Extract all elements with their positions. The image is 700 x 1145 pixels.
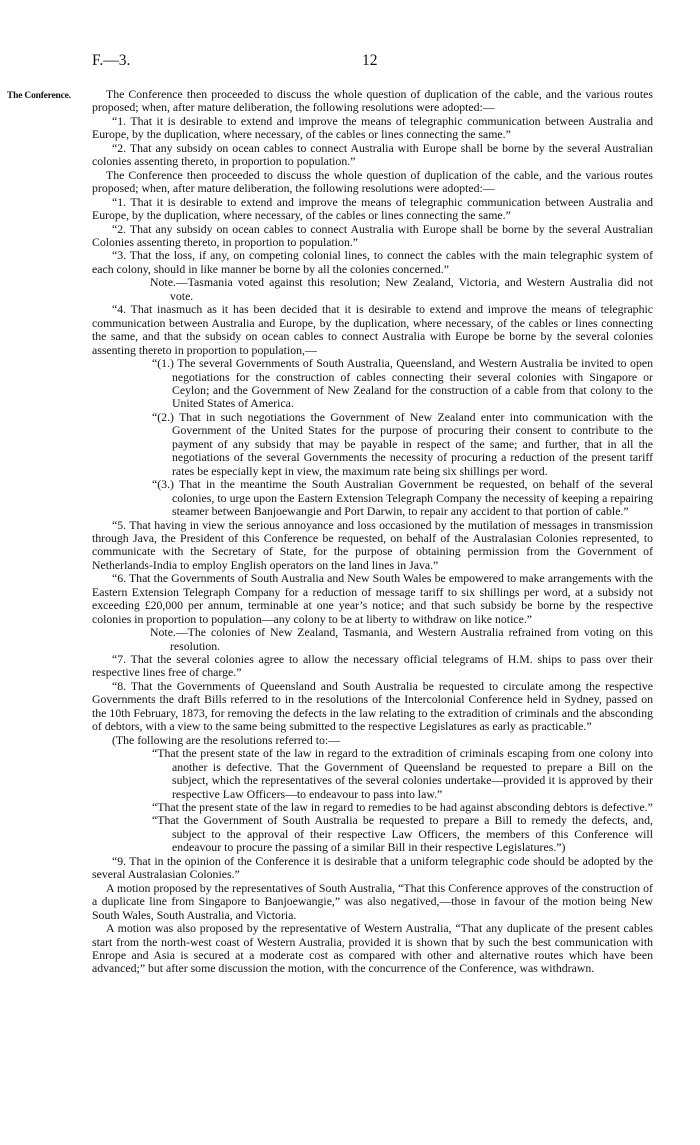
sub-resolution: “(2.) That in such negotiations the Government of New Zealand enter into communication with the Government of the United States for the purpose of procuring their consent to contribute to the payment of any subsidy that may be payable in respect of the same; and further, that in all the negotiations of the several Governments the necessity of procuring a reduction of the present tariff rates be especially kept in view, the maximum rate being six shillings per word. xyxy=(152,409,653,478)
vote-note: Note.—The colonies of New Zealand, Tasmania, and Western Australia refrained from voting on this resolution. xyxy=(150,625,653,653)
referenced-resolution: “That the Government of South Australia be requested to prepare a Bill to remedy the defects, and, subject to the approval of their respective Law Officers, the members of this Conference will endeavour to procure the passing of a similar Bill in their respective Legislatures.”) xyxy=(152,813,653,855)
paragraph: A motion proposed by the representatives of South Australia, “That this Conference approves of the construction of a duplicate line from Singapore to Banjoewangie,” was also negatived,—those in favour of the motion being New South Wales, South Australia, and Victoria. xyxy=(92,880,653,922)
resolution: “9. That in the opinion of the Conference it is desirable that a uniform telegraphic code should be adopted by the several Australasian Colonies.” xyxy=(92,853,653,882)
vote-note: Note.—Tasmania voted against this resolution; New Zealand, Victoria, and Western Australia did not vote. xyxy=(150,275,653,303)
resolution: “2. That any subsidy on ocean cables to connect Australia with Europe shall be borne by the several Australian Colonies assenting thereto, in proportion to population.” xyxy=(92,221,653,249)
resolution: “5. That having in view the serious annoyance and loss occasioned by the mutilation of messages in transmission through Java, the President of this Conference be requested, on behalf of the Australasian Colonies represented, to communicate with the Secretary of State, for the purpose of obtaining permission from the Government of Netherlands-India to employ English operators on the land lines in Java.” xyxy=(92,517,653,572)
paragraph: The Conference then proceeded to discuss the whole question of duplication of the cable, and the various routes proposed; when, after mature deliberation, the following resolutions were adopted:— xyxy=(92,87,653,115)
referenced-resolution: “That the present state of the law in regard to the extradition of criminals escaping from one colony into another is defective. That the Government of Queensland be requested to prepare a Bill on the subject, which the representatives of the several colonies undertake—provided it is approved by their respective Law Officers—to endeavour to pass into law.” xyxy=(152,746,653,801)
page-header xyxy=(92,52,652,74)
margin-note: The Conference. xyxy=(7,91,71,101)
resolution: “8. That the Governments of Queensland and South Australia be requested to circulate among the respective Governments the draft Bills referred to in the resolutions of the Intercolonial Conference held in Sydney, passed on the 10th February, 1873, for removing the defects in the law relating to the extradition of criminals and the absconding of debtors, with a view to the same being submitted to the respective Legislatures as early as practicable.” xyxy=(92,678,653,734)
resolution: “1. That it is desirable to extend and improve the means of telegraphic communication between Australia and Europe, by the duplication, where necessary, of the cables or lines connecting the same.” xyxy=(92,113,653,142)
resolution: “6. That the Governments of South Australia and New South Wales be empowered to make arrangements with the Eastern Extension Telegraph Company for a reduction of message tariff to six shillings per word, at a subsidy not exceeding £20,000 per annum, terminable at one year’s notice; and that such subsidy be borne by the respective colonies in proportion to population—any colony to be at liberty to withdraw on like notice.” xyxy=(92,571,653,626)
resolution: “4. That inasmuch as it has been decided that it is desirable to extend and improve the means of telegraphic communication between Australia and Europe, by the duplication, where necessary, of the cables or lines connecting the same, and that the subsidy on ocean cables to connect Australia with Europe be borne by the several colonies assenting thereto in proportion to population,— xyxy=(92,302,653,357)
paragraph: The Conference then proceeded to discuss the whole question of duplication of the cable, and the various routes proposed; when, after mature deliberation, the following resolutions were adopted:— xyxy=(92,167,653,196)
document-code: F.—3. xyxy=(92,52,131,69)
referenced-resolution: “That the present state of the law in regard to remedies to be had against absconding debtors is defective.” xyxy=(152,800,653,815)
sub-resolution: “(3.) That in the meantime the South Australian Government be requested, on behalf of the several colonies, to urge upon the Eastern Extension Telegraph Company the necessity of keeping a repairing steamer between Banjoewangie and Port Darwin, to repair any accident to that portion of cable.” xyxy=(152,477,653,519)
page-number: 12 xyxy=(362,52,378,69)
paragraph: A motion was also proposed by the representative of Western Australia, “That any duplicate of the present cables start from the north-west coast of Western Australia, provided it is shown that by such the best communication with Enrope and Asia is secured at a moderate cost as compared with other and alternative routes which have been advanced;” but after some discussion the motion, with the concurrence of the Conference, was withdrawn. xyxy=(92,921,653,976)
document-body xyxy=(92,88,653,976)
resolution: “1. That it is desirable to extend and improve the means of telegraphic communication between Australia and Europe, by the duplication, where necessary, of the cables or lines connecting the same.” xyxy=(92,194,653,223)
resolution: “2. That any subsidy on ocean cables to connect Australia with Europe shall be borne by the several Australian colonies assenting thereto, in proportion to population.” xyxy=(92,140,653,169)
resolution: “3. That the loss, if any, on competing colonial lines, to connect the cables with the main telegraphic system of each colony, should in like manner be borne by all the colonies concerned.” xyxy=(92,248,653,276)
referenced-resolutions-intro: (The following are the resolutions referred to:— xyxy=(112,732,340,747)
sub-resolution: “(1.) The several Governments of South Australia, Queensland, and Western Australia be invited to open negotiations for the construction of cables connecting their several colonies with Singapore or Ceylon; and the Government of New Zealand for the construction of a cable from that colony to the United States of America. xyxy=(152,356,653,411)
resolution: “7. That the several colonies agree to allow the necessary official telegrams of H.M. ships to pass over their respective lines free of charge.” xyxy=(92,652,653,680)
